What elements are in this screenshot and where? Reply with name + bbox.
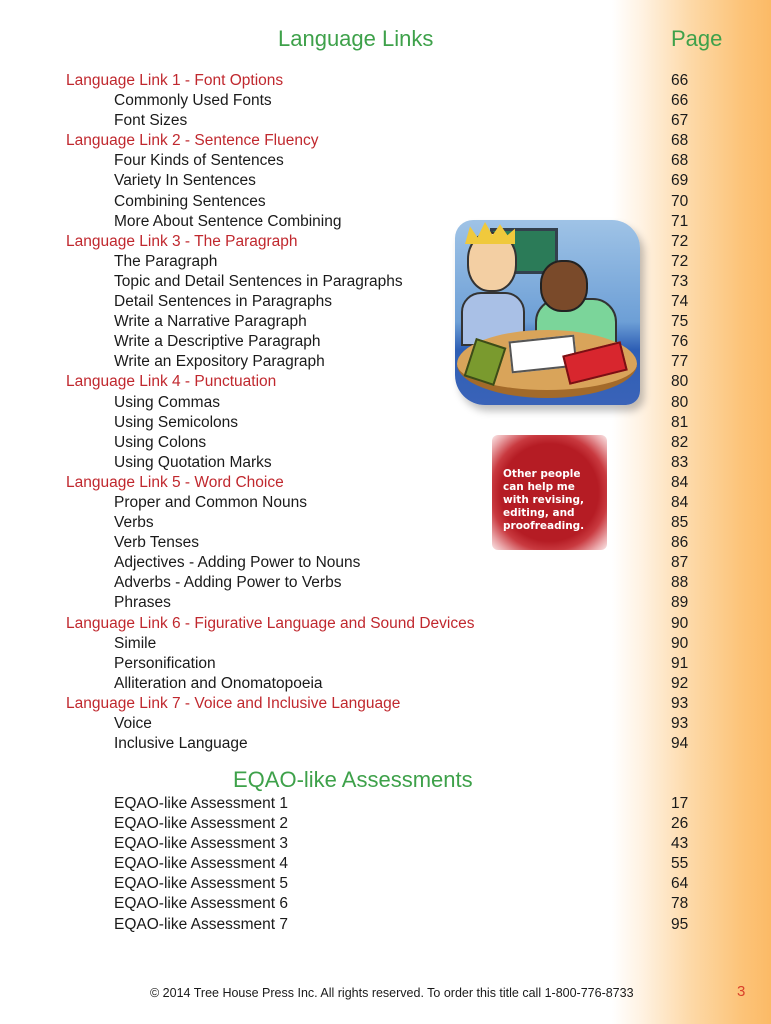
section-title: Language Link 2 - Sentence Fluency — [66, 132, 319, 150]
toc-section-row[interactable] — [0, 232, 771, 252]
page-ref: 64 — [671, 875, 689, 893]
toc-entry-row[interactable] — [0, 453, 771, 473]
toc-section-row[interactable] — [0, 614, 771, 634]
toc-entry-row[interactable] — [0, 573, 771, 593]
entry-title: EQAO-like Assessment 1 — [114, 795, 289, 812]
toc-entry-row[interactable] — [0, 91, 771, 111]
page-ref: 83 — [671, 453, 689, 471]
page-ref: 80 — [671, 373, 689, 391]
tip-note-box — [492, 435, 607, 550]
page-ref: 76 — [671, 333, 689, 351]
entry-title: Using Quotation Marks — [114, 453, 272, 471]
entry-title: Alliteration and Onomatopoeia — [114, 674, 323, 692]
toc-entry-row[interactable] — [0, 192, 771, 212]
page-ref: 87 — [671, 554, 689, 572]
page-ref: 93 — [671, 694, 689, 712]
toc-entry-row[interactable] — [0, 332, 771, 352]
entry-title: EQAO-like Assessment 6 — [114, 895, 289, 913]
page-ref: 55 — [671, 855, 689, 873]
page-ref: 85 — [671, 514, 689, 532]
tip-note-text: Other people can help me with revising, editing, and proofreading. — [503, 468, 585, 532]
toc-entry-row[interactable] — [0, 593, 771, 613]
page-ref: 26 — [671, 815, 689, 833]
toc-entry-row[interactable] — [0, 212, 771, 232]
entry-title: Adverbs - Adding Power to Verbs — [114, 574, 342, 592]
toc-entry-row[interactable] — [0, 433, 771, 453]
entry-title: Personification — [114, 654, 216, 672]
section-title: Language Link 4 - Punctuation — [66, 373, 277, 391]
entry-title: Phrases — [114, 594, 171, 612]
toc-entry-row[interactable] — [0, 393, 771, 413]
page-ref: 68 — [671, 132, 689, 150]
page-ref: 43 — [671, 835, 689, 853]
toc-section-row[interactable] — [0, 694, 771, 714]
eqao-list — [0, 794, 771, 935]
page-ref: 67 — [671, 112, 689, 130]
toc-entry-row[interactable] — [0, 292, 771, 312]
page-ref: 75 — [671, 313, 689, 331]
page-ref: 84 — [671, 493, 689, 511]
toc-entry-row[interactable] — [0, 493, 771, 513]
toc-entry-row[interactable] — [0, 312, 771, 332]
page-ref: 66 — [671, 72, 689, 89]
page-ref: 73 — [671, 272, 689, 290]
toc-entry-row[interactable] — [0, 834, 771, 854]
page-ref: 84 — [671, 473, 689, 491]
section-title: Language Link 3 - The Paragraph — [66, 232, 298, 250]
toc-entry-row[interactable] — [0, 513, 771, 533]
page-ref: 71 — [671, 212, 689, 230]
table-of-contents — [0, 71, 771, 754]
page-ref: 69 — [671, 172, 689, 190]
toc-entry-row[interactable] — [0, 634, 771, 654]
toc-section-row[interactable] — [0, 131, 771, 151]
toc-entry-row[interactable] — [0, 674, 771, 694]
entry-title: More About Sentence Combining — [114, 212, 342, 230]
toc-section-row[interactable] — [0, 71, 771, 91]
page-ref: 78 — [671, 895, 689, 913]
eqao-section-title: EQAO-like Assessments — [233, 767, 473, 792]
toc-entry-row[interactable] — [0, 533, 771, 553]
toc-entry-row[interactable] — [0, 874, 771, 894]
toc-entry-row[interactable] — [0, 794, 771, 814]
entry-title: Write an Expository Paragraph — [114, 353, 325, 371]
toc-entry-row[interactable] — [0, 352, 771, 372]
toc-entry-row[interactable] — [0, 151, 771, 171]
page-ref: 70 — [671, 192, 689, 210]
toc-entry-row[interactable] — [0, 894, 771, 914]
entry-title: Variety In Sentences — [114, 172, 256, 190]
page-ref: 66 — [671, 92, 689, 110]
students-illustration — [455, 220, 640, 405]
entry-title: Inclusive Language — [114, 735, 248, 753]
page-ref: 94 — [671, 735, 689, 753]
page-ref: 89 — [671, 594, 689, 612]
page-ref: 86 — [671, 534, 689, 552]
page-ref: 82 — [671, 433, 689, 451]
toc-entry-row[interactable] — [0, 553, 771, 573]
page-ref: 90 — [671, 634, 689, 652]
entry-title: Adjectives - Adding Power to Nouns — [114, 554, 361, 572]
student-two-head — [540, 260, 588, 312]
toc-entry-row[interactable] — [0, 734, 771, 754]
entry-title: Verbs — [114, 514, 154, 532]
page-ref: 77 — [671, 353, 689, 371]
entry-title: Detail Sentences in Paragraphs — [114, 293, 332, 311]
toc-title: Language Links — [278, 26, 434, 51]
toc-entry-row[interactable] — [0, 654, 771, 674]
toc-entry-row[interactable] — [0, 714, 771, 734]
entry-title: Four Kinds of Sentences — [114, 152, 284, 170]
entry-title: Using Colons — [114, 433, 207, 451]
entry-title: EQAO-like Assessment 7 — [114, 915, 289, 933]
entry-title: The Paragraph — [114, 252, 218, 270]
entry-title: Write a Descriptive Paragraph — [114, 333, 321, 351]
page-ref: 68 — [671, 152, 689, 170]
entry-title: Font Sizes — [114, 112, 188, 130]
page-ref: 17 — [671, 795, 689, 812]
page-ref: 92 — [671, 674, 689, 692]
page-column-heading: Page — [671, 26, 723, 51]
toc-entry-row[interactable] — [0, 915, 771, 935]
entry-title: Simile — [114, 634, 157, 652]
page-ref: 80 — [671, 393, 689, 411]
toc-entry-row[interactable] — [0, 252, 771, 272]
section-title: Language Link 6 - Figurative Language and Sound Devices — [66, 614, 475, 632]
entry-title: Topic and Detail Sentences in Paragraphs — [114, 272, 403, 290]
section-title: Language Link 7 - Voice and Inclusive Language — [66, 694, 401, 712]
page-ref: 91 — [671, 654, 689, 672]
entry-title: EQAO-like Assessment 3 — [114, 835, 289, 853]
entry-title: Proper and Common Nouns — [114, 493, 307, 511]
copyright-footer: © 2014 Tree House Press Inc. All rights reserved. To order this title call 1-800-776-8733 — [150, 986, 634, 1000]
page-ref: 74 — [671, 293, 689, 311]
toc-section-row[interactable] — [0, 473, 771, 493]
toc-entry-row[interactable] — [0, 171, 771, 191]
page-number: 3 — [737, 983, 746, 1000]
page-ref: 72 — [671, 252, 689, 270]
page-ref: 72 — [671, 232, 689, 250]
toc-entry-row[interactable] — [0, 814, 771, 834]
toc-entry-row[interactable] — [0, 413, 771, 433]
entry-title: Using Commas — [114, 393, 220, 411]
entry-title: EQAO-like Assessment 2 — [114, 815, 289, 833]
section-title: Language Link 5 - Word Choice — [66, 473, 284, 491]
entry-title: Verb Tenses — [114, 534, 200, 552]
toc-entry-row[interactable] — [0, 854, 771, 874]
entry-title: Using Semicolons — [114, 413, 239, 431]
toc-section-row[interactable] — [0, 372, 771, 392]
page-ref: 90 — [671, 614, 689, 632]
entry-title: Combining Sentences — [114, 192, 266, 210]
page-ref: 93 — [671, 715, 689, 732]
entry-title: EQAO-like Assessment 5 — [114, 875, 289, 893]
section-title: Language Link 1 - Font Options — [66, 72, 284, 89]
entry-title: EQAO-like Assessment 4 — [114, 855, 289, 873]
toc-entry-row[interactable] — [0, 111, 771, 131]
entry-title: Commonly Used Fonts — [114, 92, 272, 110]
page-ref: 95 — [671, 915, 689, 933]
entry-title: Write a Narrative Paragraph — [114, 313, 307, 331]
page-ref: 81 — [671, 413, 689, 431]
toc-entry-row[interactable] — [0, 272, 771, 292]
page-ref: 88 — [671, 574, 689, 592]
entry-title: Voice — [114, 715, 152, 732]
